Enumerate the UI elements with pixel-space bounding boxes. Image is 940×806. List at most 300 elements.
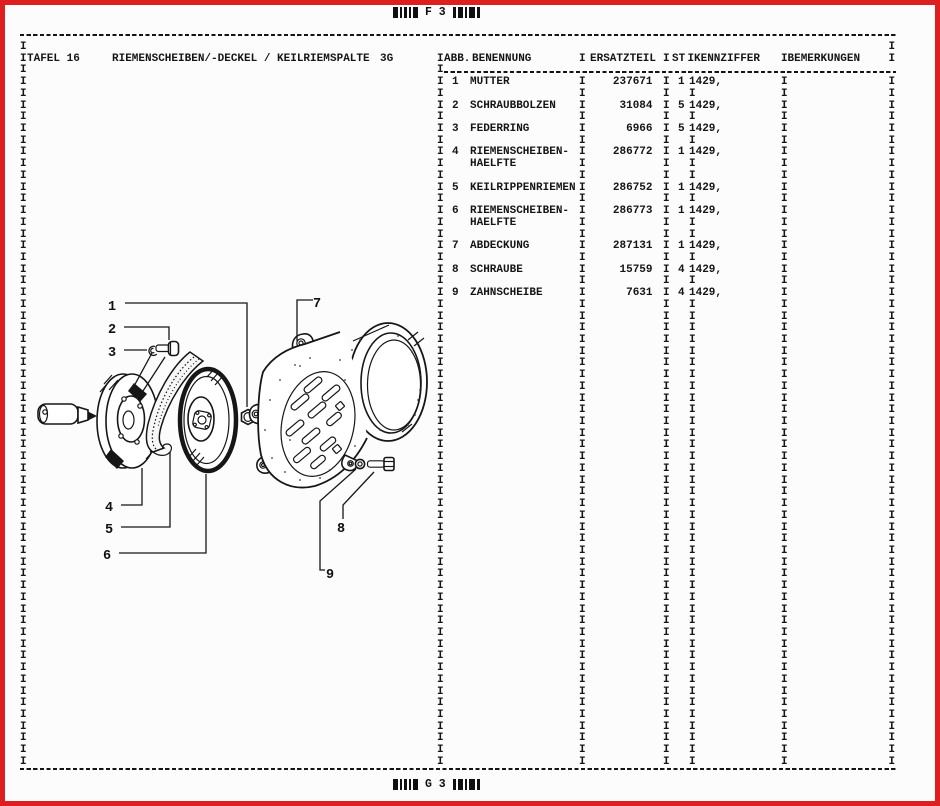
col-rule-st: I [663,111,670,124]
cell-ersatzteil: 286752 [612,181,653,194]
header-abb: ABB. [444,52,471,65]
cell-benennung: FEDERRING [470,123,530,136]
col-rule-kennziffer: I [689,193,696,206]
col-rule-abb: I [437,76,444,89]
page-border-right: I [888,322,896,335]
cell-benennung: SCHRAUBBOLZEN [470,99,556,112]
col-rule-abb: I [437,638,444,651]
col-rule-bemerkungen: I [781,298,788,311]
page-border-left: I [20,744,27,757]
col-rule-st: I [663,638,670,651]
col-rule-ersatzteil: I [579,404,586,417]
col-rule-abb: I [437,334,444,346]
page-border-left: I [20,591,27,604]
col-rule-st: I [663,720,670,733]
col-rule-ersatzteil: I [579,99,586,112]
col-rule-bemerkungen: I [781,181,788,194]
col-rule-st: I [663,334,670,346]
col-rule-bemerkungen: I [781,603,788,616]
page-border-right: I [888,240,896,253]
col-rule-ersatzteil: I [579,603,586,616]
col-rule-st: I [663,275,670,288]
callout-8: 8 [337,522,346,537]
page-border-left: I [20,275,27,288]
col-rule-st: I [663,451,670,464]
col-rule-ersatzteil: I [579,240,586,253]
cell-abb: 7 [452,240,459,253]
col-rule-ersatzteil: I [579,416,586,429]
page-border-left: I [20,392,27,405]
cell-benennung: KEILRIPPENRIEMEN [470,181,576,194]
col-rule-ersatzteil: I [579,568,586,581]
col-rule-kennziffer: I [689,755,696,768]
col-rule-ersatzteil: I [579,345,586,358]
col-rule-st: I [663,603,670,616]
page-border-left: I [20,474,27,487]
col-rule-st: I [663,685,670,698]
col-rule-st: I [663,251,670,264]
col-rule-ersatzteil: I [579,580,586,593]
page-border-left: I [20,638,27,651]
col-rule-bemerkungen: I [781,111,788,124]
col-rule-ersatzteil: I [579,744,586,757]
col-rule-st: I [663,263,670,276]
page-border-right: I [888,216,896,229]
page-border-right: I [888,662,896,675]
col-rule-st: I [663,650,670,663]
col-rule-bemerkungen: I [781,87,788,100]
page-border-right: I [888,615,896,628]
col-rule-ersatzteil: I [579,357,586,370]
page-border-left: I [20,486,27,499]
col-rule-st: I [663,205,670,218]
col-rule-ersatzteil: I [579,474,586,487]
col-rule-ersatzteil: I [579,216,586,229]
col-rule-st: I [663,169,670,182]
col-rule-abb: I [437,310,444,323]
col-rule-ersatzteil: I [579,650,586,663]
col-rule-st: I [663,533,670,546]
page-border-left: I [20,263,27,276]
page-border-right: I [888,87,896,100]
col-rule-abb: I [437,158,444,171]
col-rule-abb: I [437,369,444,382]
col-rule-ersatzteil: I [579,158,586,171]
callout-9: 9 [326,568,335,583]
cell-kennziffer: 1429, [689,76,723,89]
col-rule-bemerkungen: I [781,439,788,452]
page-border-left: I [20,580,27,593]
page-border-right: I [888,533,896,546]
col-rule-kennziffer: I [689,662,696,675]
col-rule-ersatzteil: I [579,720,586,733]
col-rule-bemerkungen: I [781,228,788,241]
col-rule-abb: I [437,111,444,124]
callout-4: 4 [105,501,114,516]
col-rule-abb: I [437,615,444,628]
col-rule-kennziffer: I [689,334,696,346]
cell-ersatzteil: 286772 [612,146,653,159]
cell-kennziffer: 1429, [689,99,723,112]
col-rule-st: I [663,392,670,405]
page-border-right: I [888,205,896,218]
cell-benennung: SCHRAUBE [470,263,523,276]
cell-kennziffer: 1429, [689,287,723,300]
col-rule-bemerkungen: I [781,650,788,663]
col-rule-bemerkungen: I [781,544,788,557]
col-rule-st: I [663,369,670,382]
col-rule-abb: I [437,603,444,616]
col-rule-bemerkungen: I [781,392,788,405]
col-rule-bemerkungen: I [781,404,788,417]
page-border-left: I [20,193,27,206]
page-border-right: I [888,357,896,370]
col-rule-ersatzteil: I [579,451,586,464]
col-rule-kennziffer: I [689,380,696,393]
col-rule-kennziffer: I [689,568,696,581]
col-rule-abb: I [437,521,444,534]
col-rule-bemerkungen: I [781,380,788,393]
page-border-right: I [888,275,896,288]
col-rule-abb: I [437,744,444,757]
page-border-right: I [888,697,896,710]
col-rule-bemerkungen: I [781,732,788,745]
page-border-right: I [888,76,896,89]
col-rule-kennziffer: I [689,345,696,358]
page-border-left: I [20,334,27,346]
col-rule-st: I [663,509,670,522]
col-rule-kennziffer: I [689,521,696,534]
col-rule-abb: I [437,662,444,675]
col-rule-abb: I [437,427,444,440]
top-barcode-label: F 3 [425,5,446,19]
col-rule-st: I [663,287,670,300]
page-border-left: I [20,462,27,475]
stud-bolt [156,342,179,356]
page-border-left: I [20,521,27,534]
cell-ersatzteil: 6966 [626,123,653,136]
page-border-right: I [888,720,896,733]
col-rule-st: I [663,439,670,452]
col-rule-abb: I [437,205,444,218]
col-rule-bemerkungen: I [781,580,788,593]
col-rule-st: I [663,123,670,136]
cell-st: 4 [678,287,685,300]
page-border-right: I [888,732,896,745]
col-rule-abb: I [437,732,444,745]
col-rule-bemerkungen: I [781,627,788,639]
page-border-right: I [888,287,896,300]
col-rule-ersatzteil: I [579,87,586,100]
col-rule-ersatzteil: I [579,146,586,159]
page-border-left: I [20,568,27,581]
col-rule-bemerkungen: I [781,287,788,300]
page-border-left: I [20,287,27,300]
col-rule-ersatzteil: I [579,322,586,335]
col-rule-st: I [663,310,670,323]
col-rule-abb: I [437,591,444,604]
col-rule-abb: I [437,298,444,311]
col-rule-bemerkungen: I [781,521,788,534]
col-rule-ersatzteil: I [579,380,586,393]
page-border-left: I [20,662,27,675]
page-title-tafel: TAFEL 16 [27,52,80,65]
page-border-right: I [888,638,896,651]
page-border-left: I [20,720,27,733]
col-rule-abb: I [437,52,444,65]
col-rule-bemerkungen: I [781,240,788,253]
page-border-right: I [888,427,896,440]
col-rule-abb: I [437,263,444,276]
page-border-left: I [20,627,27,639]
col-rule-kennziffer: I [689,709,696,722]
col-rule-kennziffer: I [689,427,696,440]
col-rule-abb: I [437,439,444,452]
col-rule-st: I [663,322,670,335]
col-rule-abb: I [437,228,444,241]
col-rule-bemerkungen: I [781,451,788,464]
col-rule-ersatzteil: I [579,685,586,698]
cell-benennung-wrap: HAELFTE [470,158,517,171]
col-rule-bemerkungen: I [781,275,788,288]
page-border-left: I [20,673,27,686]
col-rule-abb: I [437,685,444,698]
col-rule-st: I [663,52,670,65]
cell-ersatzteil: 15759 [619,263,653,276]
col-rule-abb: I [437,709,444,722]
col-rule-abb: I [437,533,444,546]
col-rule-kennziffer: I [689,650,696,663]
cell-ersatzteil: 31084 [619,99,653,112]
page-border-left: I [20,556,27,569]
page-border-right: I [888,111,896,124]
col-rule-st: I [663,298,670,311]
col-rule-bemerkungen: I [781,123,788,136]
col-rule-abb: I [437,486,444,499]
page-border-right: I [888,580,896,593]
page-border-left: I [20,755,27,768]
page-border-left: I [20,451,27,464]
col-rule-abb: I [437,181,444,194]
col-rule-abb: I [437,627,444,639]
page-border-left: I [20,369,27,382]
cell-kennziffer: 1429, [689,205,723,218]
col-rule-kennziffer: I [689,544,696,557]
col-rule-kennziffer: I [689,462,696,475]
col-rule-abb: I [437,275,444,288]
col-rule-abb: I [437,474,444,487]
col-rule-kennziffer: I [689,603,696,616]
col-rule-st: I [663,357,670,370]
col-rule-bemerkungen: I [781,685,788,698]
col-rule-abb: I [437,755,444,768]
col-rule-st: I [663,345,670,358]
col-rule-st: I [663,697,670,710]
col-rule-abb: I [437,556,444,569]
page-border-left: I [20,544,27,557]
page-border-right: I [888,193,896,206]
col-rule-bemerkungen: I [781,697,788,710]
col-rule-st: I [663,181,670,194]
page-border-left: I [20,181,27,194]
col-rule-kennziffer: I [689,591,696,604]
col-rule-st: I [663,486,670,499]
page-border-right: I [888,544,896,557]
page-border-left: I [20,603,27,616]
col-rule-abb: I [437,416,444,429]
col-rule-ersatzteil: I [579,509,586,522]
col-rule-bemerkungen: I [781,709,788,722]
col-rule-kennziffer: I [689,369,696,382]
page-border-right: I [888,228,896,241]
page-border-left: I [20,709,27,722]
page-border-right: I [888,521,896,534]
col-rule-kennziffer: I [689,580,696,593]
col-rule-ersatzteil: I [579,134,586,147]
col-rule-st: I [663,416,670,429]
col-rule-ersatzteil: I [579,755,586,768]
col-rule-kennziffer: I [689,744,696,757]
cell-kennziffer: 1429, [689,263,723,276]
page-border-left: I [20,146,27,159]
callout-1: 1 [108,300,117,315]
col-rule-bemerkungen: I [781,334,788,346]
col-rule-abb: I [437,123,444,136]
page-border-left: I [20,298,27,311]
col-rule-st: I [663,462,670,475]
col-rule-st: I [663,134,670,147]
callout-2: 2 [108,323,117,338]
page-border-left: I [20,134,27,147]
col-rule-bemerkungen: I [781,638,788,651]
page-border-right: I [888,380,896,393]
page-border-left: I [20,310,27,323]
col-rule-ersatzteil: I [579,427,586,440]
callout-3: 3 [108,346,117,361]
col-rule-kennziffer: I [689,298,696,311]
page-border-right: I [888,392,896,405]
cell-st: 4 [678,263,685,276]
page-border-right: I [888,181,896,194]
page-border-right: I [888,474,896,487]
page-border-right: I [888,146,896,159]
col-rule-abb: I [437,134,444,147]
cell-abb: 4 [452,146,459,159]
page-border-right: I [888,334,896,346]
col-rule-abb: I [437,322,444,335]
col-rule-abb: I [437,380,444,393]
col-rule-st: I [663,76,670,89]
col-rule-ersatzteil: I [579,462,586,475]
cell-kennziffer: 1429, [689,181,723,194]
col-rule-kennziffer: I [689,111,696,124]
cell-benennung: ZAHNSCHEIBE [470,287,543,300]
col-rule-st: I [663,146,670,159]
col-rule-st: I [663,544,670,557]
col-rule-abb: I [437,392,444,405]
page-border-right: I [888,568,896,581]
col-rule-abb: I [437,169,444,182]
page-border-right: I [888,41,896,53]
page-border-right: I [888,462,896,475]
col-rule-bemerkungen: I [781,416,788,429]
page-border-right: I [888,451,896,464]
page-border-right: I [888,298,896,311]
col-rule-bemerkungen: I [781,169,788,182]
cell-st: 1 [678,146,685,159]
screw [368,458,395,471]
col-rule-st: I [663,427,670,440]
col-rule-ersatzteil: I [579,111,586,124]
col-rule-abb: I [437,404,444,417]
col-rule-ersatzteil: I [579,181,586,194]
page-border-right: I [888,673,896,686]
cell-benennung-wrap: HAELFTE [470,216,517,229]
cell-kennziffer: 1429, [689,123,723,136]
col-rule-ersatzteil: I [579,123,586,136]
col-rule-bemerkungen: I [781,673,788,686]
page-border-right: I [888,744,896,757]
col-rule-ersatzteil: I [579,263,586,276]
page-border-left: I [20,205,27,218]
col-rule-ersatzteil: I [579,205,586,218]
col-rule-bemerkungen: I [781,357,788,370]
page-border-left: I [20,52,27,65]
col-rule-st: I [663,521,670,534]
page-border-left: I [20,41,27,53]
col-rule-ersatzteil: I [579,709,586,722]
col-rule-st: I [663,404,670,417]
col-rule-kennziffer: I [689,439,696,452]
col-rule-kennziffer: I [689,697,696,710]
col-rule-abb: I [437,544,444,557]
page-border-right: I [888,99,896,112]
page-border-right: I [888,498,896,511]
col-rule-ersatzteil: I [579,369,586,382]
col-rule-abb: I [437,451,444,464]
page-border-right: I [888,134,896,147]
page-border-right: I [888,685,896,698]
cell-st: 1 [678,205,685,218]
page-border-left: I [20,64,27,77]
col-rule-bemerkungen: I [781,52,788,65]
col-rule-st: I [663,755,670,768]
col-rule-kennziffer: I [689,720,696,733]
col-rule-bemerkungen: I [781,205,788,218]
page-border-left: I [20,322,27,335]
page-title-spalte-label: SPALTE [330,52,370,65]
col-rule-bemerkungen: I [781,263,788,276]
page-border-left: I [20,685,27,698]
page-border-right: I [888,404,896,417]
col-rule-ersatzteil: I [579,310,586,323]
col-rule-kennziffer: I [689,169,696,182]
page-border-left: I [20,509,27,522]
page-border-right: I [888,416,896,429]
col-rule-ersatzteil: I [579,627,586,639]
col-rule-kennziffer: I [689,498,696,511]
cell-kennziffer: 1429, [689,240,723,253]
col-rule-ersatzteil: I [579,76,586,89]
col-rule-ersatzteil: I [579,251,586,264]
col-rule-bemerkungen: I [781,193,788,206]
page-border-right: I [888,169,896,182]
page-border-right: I [888,650,896,663]
col-rule-ersatzteil: I [579,533,586,546]
col-rule-ersatzteil: I [579,287,586,300]
callout-6: 6 [103,549,112,564]
col-rule-kennziffer: I [689,627,696,639]
